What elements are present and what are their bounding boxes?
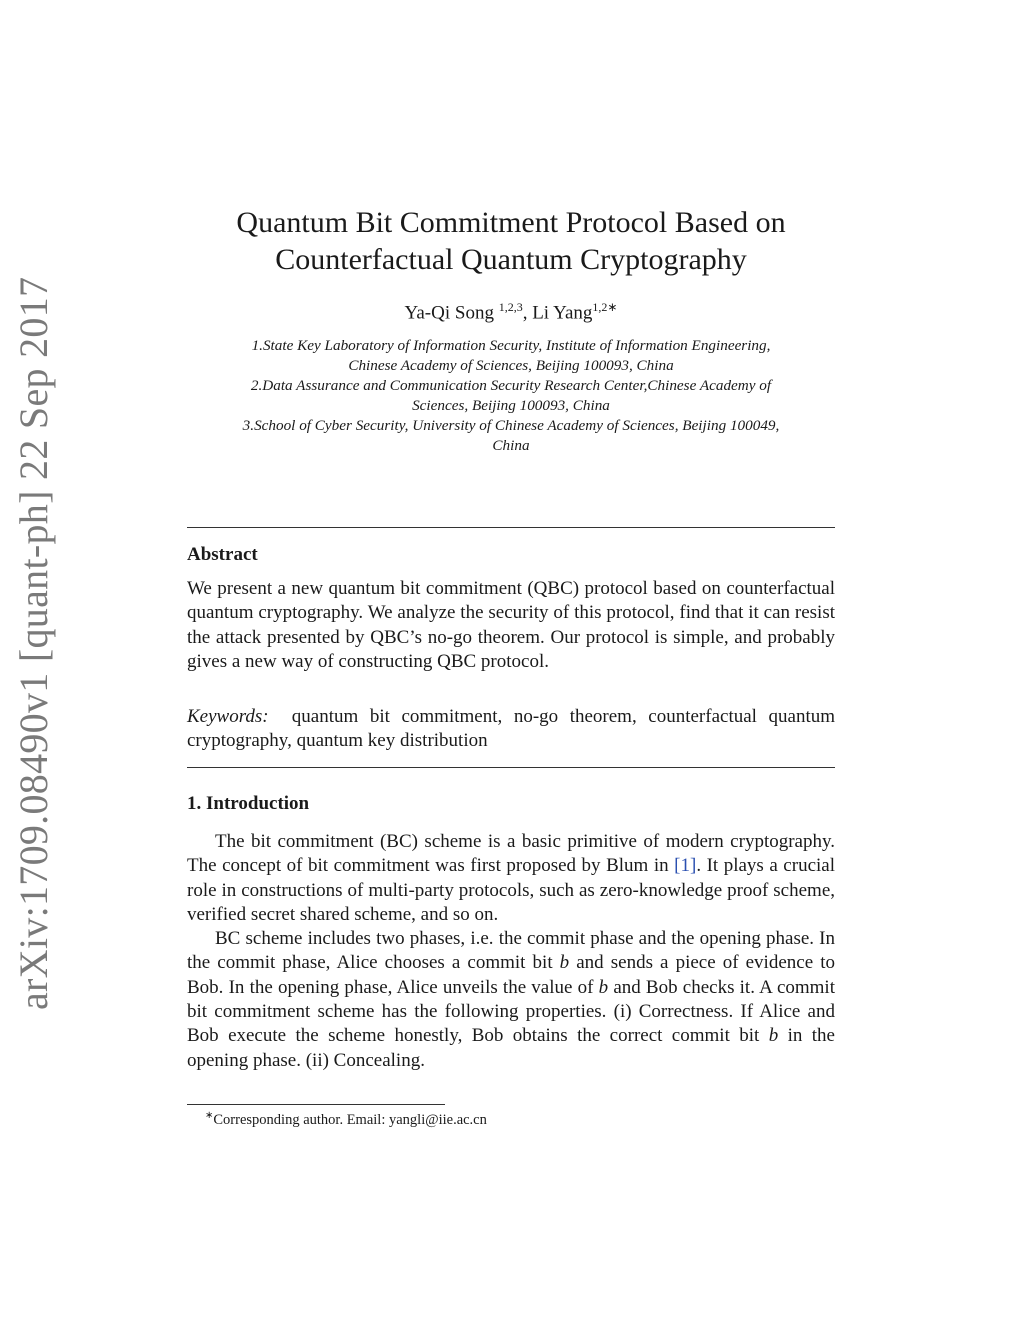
author-separator: ,: [522, 302, 533, 324]
paragraph-text: and Bob checks it. A commit bit commitment scheme has the following properties. (i) Correctness. If Alice and Bob execute the scheme honestly, Bob obtains the correct commit bit: [187, 976, 835, 1047]
affiliation-line: 3.School of Cyber Security, University of Chinese Academy of Sciences, Beijing 100049,: [242, 417, 780, 434]
paragraph-text: BC scheme includes two phases, i.e. the commit phase and the opening phase. In the commit phase, Alice chooses a commit bit: [187, 928, 835, 974]
footnote-rule: [187, 1104, 445, 1105]
affiliation-line: 2.Data Assurance and Communication Security Research Center,Chinese Academy of: [250, 377, 772, 394]
author-2: Li Yang: [532, 302, 593, 324]
abstract-top-rule: [187, 527, 835, 528]
author-1-affiliation-marks: 1,2,3: [498, 300, 523, 314]
math-variable: b: [598, 976, 609, 998]
paper-title: [187, 204, 835, 278]
section-heading-introduction: 1. Introduction: [187, 793, 310, 814]
affiliation-line: 1.State Key Laboratory of Information Security, Institute of Information Engineering,: [251, 337, 771, 354]
author-2-affiliation-marks: 1,2∗: [592, 300, 618, 314]
paragraph-text: The bit commitment (BC) scheme is a basic primitive of modern cryptography. The concept of bit commitment was first proposed by Blum in: [187, 831, 835, 877]
keywords-label: Keywords:: [187, 706, 269, 727]
footnote-mark: ∗: [205, 1110, 214, 1121]
affiliation-line: Chinese Academy of Sciences, Beijing 100093, China: [348, 357, 674, 374]
abstract-text: We present a new quantum bit commitment (QBC) protocol based on counterfactual quantum cryptography. We analyze the security of this protocol, find that it can resist the attack presented by QBC’s no-go theorem. Our protocol is simple, and probably gives a new way of constructing QBC protocol.: [187, 578, 835, 672]
math-variable: b: [559, 952, 570, 974]
affiliation-line: Sciences, Beijing 100093, China: [412, 397, 610, 414]
introduction-body: [187, 830, 835, 1073]
introduction-paragraph-1: [187, 830, 835, 927]
keywords-text: quantum bit commitment, no-go theorem, counterfactual quantum cryptography, quantum key distribution: [187, 706, 835, 752]
author-1: Ya-Qi Song: [404, 302, 499, 324]
affiliation-line: China: [492, 437, 530, 454]
abstract-bottom-rule: [187, 767, 835, 768]
affiliations: [187, 336, 835, 456]
abstract-heading: Abstract: [187, 544, 258, 565]
paragraph-text: in the opening phase. (ii) Concealing.: [187, 1025, 835, 1071]
author-list: [187, 300, 835, 324]
footnote: [205, 1110, 487, 1129]
introduction-paragraph-2: [187, 927, 835, 1073]
arxiv-identifier-stamp: arXiv:1709.08490v1 [quant-ph] 22 Sep 2017: [11, 276, 56, 1010]
math-variable: b: [768, 1025, 779, 1047]
paragraph-text: and sends a piece of evidence to Bob. In the opening phase, Alice unveils the value of: [187, 952, 835, 998]
title-line-1: Quantum Bit Commitment Protocol Based on: [236, 206, 786, 239]
paragraph-text: . It plays a crucial role in constructions of multi-party protocols, such as zero-knowledge proof scheme, verified secret shared scheme, and so on.: [187, 855, 835, 925]
keywords: [187, 705, 835, 754]
footnote-text: Corresponding author. Email: yangli@iie.ac.cn: [213, 1111, 487, 1128]
citation-link[interactable]: [1]: [674, 855, 697, 877]
title-line-2: Counterfactual Quantum Cryptography: [275, 243, 747, 276]
